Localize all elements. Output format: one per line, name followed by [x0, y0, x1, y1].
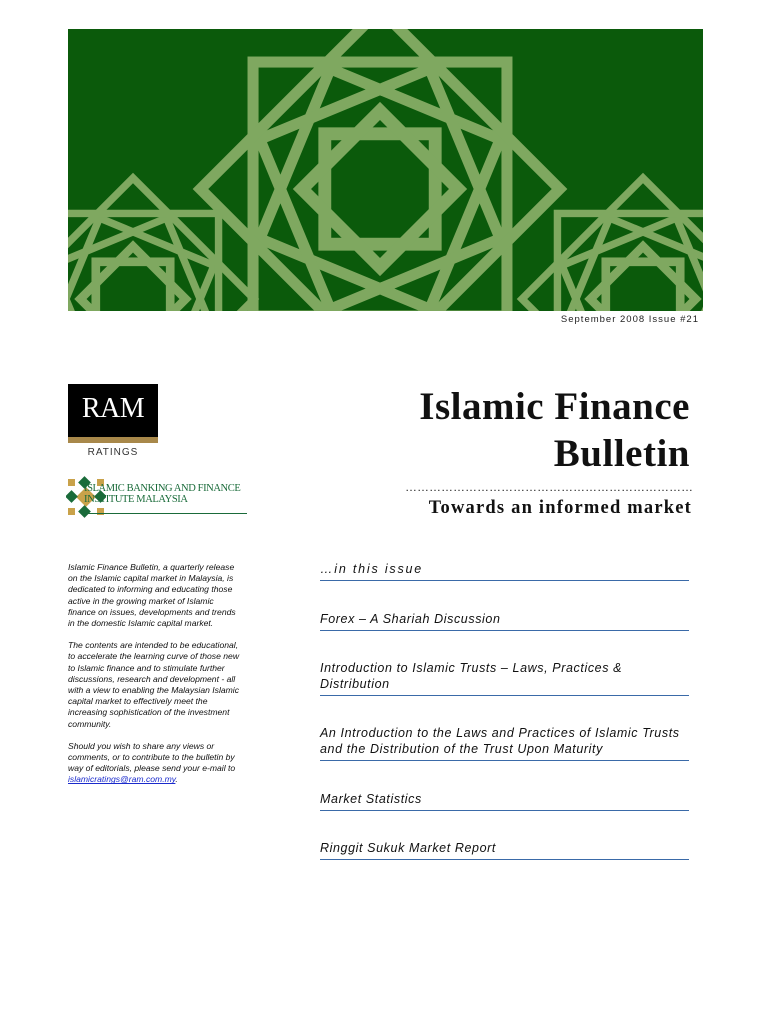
intro-paragraph-2: The contents are intended to be educational, to accelerate the learning curve of those new to Islamic finance and to stimulate further discussions, research and development - all with a view to enabling the Malaysian Islamic capital market to effectively meet the increasing sophistication of the investment community. [68, 640, 240, 729]
intro-paragraph-1: Islamic Finance Bulletin, a quarterly release on the Islamic capital market in Malaysia, is dedicated to informing and educating those active in the growing market of Islamic finance on issues, developments and trends in the domestic Islamic capital market. [68, 562, 236, 629]
intro-paragraph-3 [68, 741, 240, 786]
toc-item-sukuk-report[interactable]: Ringgit Sukuk Market Report [320, 840, 689, 860]
tagline: Towards an informed market [428, 498, 692, 518]
ibfim-line1: ISLAMIC BANKING AND FINANCE [84, 483, 241, 494]
issue-date: September 2008 Issue #21 [560, 314, 699, 325]
toc-item-trusts-laws[interactable]: An Introduction to the Laws and Practices of Islamic Trusts and the Distribution of the Trust Upon Maturity [320, 725, 689, 761]
contact-email-link[interactable]: islamicratings@ram.com.my [68, 774, 176, 785]
toc-item-market-statistics[interactable]: Market Statistics [320, 791, 689, 811]
ram-ratings-label: RATINGS [87, 447, 139, 458]
toc-item-forex[interactable]: Forex – A Shariah Discussion [320, 611, 689, 631]
title-line-2: Bulletin [553, 432, 690, 475]
ram-logo-text: RAM [81, 393, 145, 424]
ibfim-logo [66, 474, 250, 520]
bulletin-title [419, 383, 690, 477]
ram-logo [68, 384, 158, 443]
intro-paragraph-3-end: . [175, 774, 178, 785]
ibfim-line2: INSTITUTE MALAYSIA [84, 494, 188, 505]
ram-logo-bar [68, 437, 158, 443]
cover-banner [68, 29, 703, 311]
ibfim-underline [84, 513, 247, 514]
title-line-1: Islamic Finance [419, 385, 690, 428]
dotted-separator: ……………………………………………………………… [405, 480, 693, 494]
toc-item-islamic-trusts[interactable]: Introduction to Islamic Trusts – Laws, Practices & Distribution [320, 660, 689, 696]
arabesque-pattern [68, 29, 703, 311]
ibfim-logo-text [84, 483, 249, 505]
toc-heading: …in this issue [320, 561, 689, 581]
intro-paragraph-3-text: Should you wish to share any views or comments, or to contribute to the bulletin by way of editorials, please send your e-mail to [68, 740, 236, 774]
intro-column [68, 562, 240, 797]
